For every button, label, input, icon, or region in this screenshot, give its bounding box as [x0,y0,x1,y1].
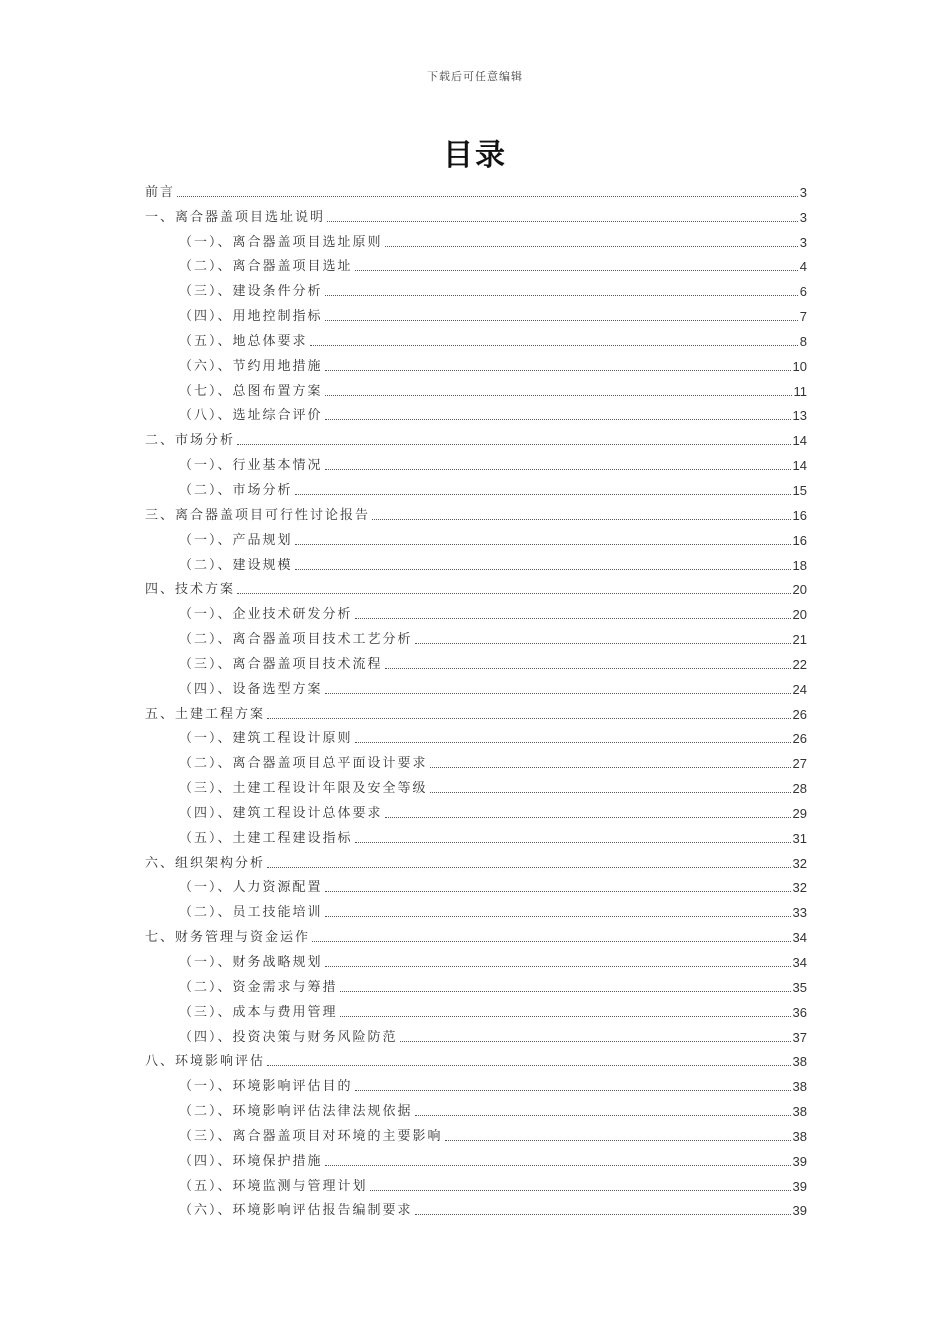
toc-dot-leader [325,916,791,917]
toc-entry[interactable] [145,946,807,971]
toc-entry-page-number: 18 [792,557,807,573]
toc-entry-label: （一）、人力资源配置 [179,880,323,896]
toc-entry-label: （四）、建筑工程设计总体要求 [179,805,383,821]
toc-entry-label: 一、离合器盖项目选址说明 [145,209,326,225]
toc-entry-label: （二）、员工技能培训 [179,905,323,921]
toc-entry-page-number: 11 [793,383,807,399]
toc-entry-page-number: 16 [792,532,807,548]
toc-entry[interactable] [145,226,807,251]
toc-entry-page-number: 3 [799,184,807,200]
toc-entry-label: （三）、成本与费用管理 [179,1004,338,1020]
toc-entry[interactable] [145,598,807,623]
toc-entry-page-number: 16 [792,507,807,523]
toc-entry[interactable] [145,499,807,524]
toc-dot-leader [325,1165,791,1166]
toc-dot-leader [325,320,798,321]
toc-entry-page-number: 26 [792,731,807,747]
toc-entry[interactable] [145,176,807,201]
toc-dot-leader [267,718,791,719]
toc-entry-page-number: 28 [792,781,807,797]
toc-entry[interactable] [145,574,807,599]
toc-entry-page-number: 22 [792,656,807,672]
toc-entry[interactable] [145,275,807,300]
toc-entry[interactable] [145,921,807,946]
toc-entry-label: 五、土建工程方案 [145,706,266,722]
toc-entry[interactable] [145,424,807,449]
toc-entry-label: （四）、环境保护措施 [179,1153,323,1169]
toc-entry[interactable] [145,1195,807,1220]
toc-entry[interactable] [145,673,807,698]
toc-entry-label: （二）、资金需求与筹措 [179,979,338,995]
toc-dot-leader [312,941,791,942]
toc-entry[interactable] [145,1070,807,1095]
toc-dot-leader [355,618,791,619]
toc-entry[interactable] [145,325,807,350]
toc-entry-page-number: 20 [792,582,807,598]
toc-dot-leader [177,196,798,197]
toc-entry-page-number: 34 [792,930,807,946]
header-note: 下载后可任意编辑 [427,70,523,83]
toc-dot-leader [295,494,791,495]
toc-entry-page-number: 13 [792,408,807,424]
toc-entry-page-number: 32 [792,855,807,871]
toc-entry-page-number: 34 [792,955,807,970]
toc-dot-leader [295,569,791,570]
toc-entry-label: （一）、企业技术研发分析 [179,607,353,623]
toc-entry-label: （五）、地总体要求 [179,333,308,349]
toc-entry-label: （一）、产品规划 [179,532,293,548]
toc-dot-leader [325,295,798,296]
toc-dot-leader [355,842,791,843]
toc-dot-leader [325,966,791,967]
toc-entry-label: （一）、离合器盖项目选址原则 [179,234,383,250]
toc-dot-leader [295,544,791,545]
toc-entry[interactable] [145,1120,807,1145]
toc-dot-leader [325,395,792,396]
toc-entry-label: （六）、节约用地措施 [179,358,323,374]
toc-dot-leader [325,370,791,371]
toc-entry-label: （二）、环境影响评估法律法规依据 [179,1104,413,1120]
toc-entry-page-number: 14 [792,433,807,449]
toc-dot-leader [325,469,791,470]
toc-entry-label: （七）、总图布置方案 [179,383,323,399]
toc-entry-page-number: 6 [799,284,807,300]
toc-entry-label: 六、组织架构分析 [145,855,266,871]
toc-entry[interactable] [145,375,807,400]
toc-entry[interactable] [145,623,807,648]
toc-entry[interactable] [145,524,807,549]
toc-dot-leader [325,891,791,892]
toc-entry-label: 三、离合器盖项目可行性讨论报告 [145,507,371,523]
toc-entry-label: （二）、离合器盖项目选址 [179,259,353,275]
toc-entry[interactable] [145,400,807,425]
toc-entry-page-number: 32 [792,880,807,896]
toc-entry-page-number: 39 [792,1203,807,1219]
toc-entry-page-number: 3 [799,234,807,250]
toc-entry[interactable] [145,350,807,375]
toc-entry-page-number: 4 [799,259,807,275]
toc-entry[interactable] [145,474,807,499]
toc-entry[interactable] [145,300,807,325]
toc-entry-label: （一）、建筑工程设计原则 [179,731,353,747]
toc-entry-label: （二）、离合器盖项目技术工艺分析 [179,632,413,648]
toc-entry-label: （四）、用地控制指标 [179,309,323,325]
toc-entry-page-number: 21 [792,632,807,648]
toc-dot-leader [415,1214,791,1215]
toc-entry-page-number: 10 [792,358,807,374]
toc-entry[interactable] [145,772,807,797]
toc-entry-page-number: 39 [792,1178,807,1194]
toc-entry-page-number: 7 [799,309,807,325]
page-title: 目录 [443,138,507,173]
toc-entry-page-number: 29 [792,805,807,821]
toc-dot-leader [445,1140,791,1141]
toc-entry-page-number: 26 [792,706,807,722]
toc-entry[interactable] [145,449,807,474]
toc-entry-page-number: 35 [792,979,807,995]
toc-entry-label: 二、市场分析 [145,433,236,449]
toc-dot-leader [415,643,791,644]
toc-entry-page-number: 31 [792,830,807,846]
toc-entry-label: 八、环境影响评估 [145,1054,266,1070]
toc-entry[interactable] [145,797,807,822]
toc-entry-page-number: 38 [792,1054,807,1070]
toc-dot-leader [370,1190,791,1191]
toc-entry-label: （五）、环境监测与管理计划 [179,1178,368,1194]
toc-entry-page-number: 37 [792,1029,807,1045]
toc-entry-label: （五）、土建工程建设指标 [179,830,353,846]
toc-entry[interactable] [145,1170,807,1195]
toc-entry-label: 四、技术方案 [145,582,236,598]
toc-entry-page-number: 20 [792,607,807,623]
toc-dot-leader [372,519,791,520]
toc-entry-label: （四）、投资决策与财务风险防范 [179,1029,398,1045]
toc-entry-page-number: 14 [792,458,807,474]
toc-dot-leader [415,1115,791,1116]
toc-entry[interactable] [145,872,807,897]
toc-entry-page-number: 39 [792,1153,807,1169]
toc-dot-leader [310,345,798,346]
toc-entry[interactable] [145,996,807,1021]
toc-entry-label: （二）、市场分析 [179,482,293,498]
toc-dot-leader [430,792,791,793]
toc-entry[interactable] [145,723,807,748]
toc-entry-page-number: 38 [792,1128,807,1144]
toc-entry[interactable] [145,251,807,276]
toc-entry-label: （三）、建设条件分析 [179,284,323,300]
toc-entry-page-number: 3 [799,209,807,225]
toc-entry-page-number: 24 [792,681,807,697]
toc-dot-leader [267,1065,791,1066]
toc-dot-leader [430,767,791,768]
toc-entry[interactable] [145,1046,807,1071]
toc-entry[interactable] [145,549,807,574]
toc-dot-leader [385,246,798,247]
toc-entry[interactable] [145,971,807,996]
toc-dot-leader [340,1016,791,1017]
toc-entry[interactable] [145,201,807,226]
toc-entry[interactable] [145,822,807,847]
toc-entry[interactable] [145,747,807,772]
toc-entry[interactable] [145,1145,807,1170]
toc-entry-page-number: 8 [799,333,807,349]
toc-entry-page-number: 38 [792,1104,807,1120]
toc-entry-label: （二）、离合器盖项目总平面设计要求 [179,756,428,772]
toc-dot-leader [325,419,791,420]
toc-dot-leader [340,991,791,992]
toc-entry[interactable] [145,896,807,921]
toc-dot-leader [385,817,791,818]
toc-dot-leader [355,742,791,743]
toc-entry-label: （一）、环境影响评估目的 [179,1079,353,1095]
toc-dot-leader [385,668,791,669]
toc-entry[interactable] [145,648,807,673]
table-of-contents [145,176,807,1219]
toc-entry-page-number: 15 [792,482,807,498]
toc-entry-label: （八）、选址综合评价 [179,408,323,424]
toc-entry[interactable] [145,1021,807,1046]
toc-entry-page-number: 27 [792,756,807,772]
toc-entry-label: （三）、土建工程设计年限及安全等级 [179,781,428,797]
toc-entry-label: （一）、财务战略规划 [179,955,323,970]
toc-entry-page-number: 38 [792,1079,807,1095]
toc-entry-label: （一）、行业基本情况 [179,458,323,474]
toc-entry-label: （四）、设备选型方案 [179,681,323,697]
toc-dot-leader [355,270,798,271]
toc-dot-leader [237,593,791,594]
toc-dot-leader [355,1090,791,1091]
toc-entry[interactable] [145,1095,807,1120]
toc-entry-label: （二）、建设规模 [179,557,293,573]
toc-entry-label: 七、财务管理与资金运作 [145,930,311,946]
toc-entry-page-number: 36 [792,1004,807,1020]
toc-dot-leader [325,693,791,694]
toc-dot-leader [237,444,791,445]
toc-entry-label: 前言 [145,184,176,200]
toc-entry-label: （三）、离合器盖项目对环境的主要影响 [179,1128,443,1144]
toc-entry[interactable] [145,698,807,723]
toc-dot-leader [267,867,791,868]
toc-entry-page-number: 33 [792,905,807,921]
toc-dot-leader [400,1041,791,1042]
toc-entry-label: （六）、环境影响评估报告编制要求 [179,1203,413,1219]
toc-dot-leader [327,221,798,222]
toc-entry[interactable] [145,847,807,872]
toc-entry-label: （三）、离合器盖项目技术流程 [179,656,383,672]
